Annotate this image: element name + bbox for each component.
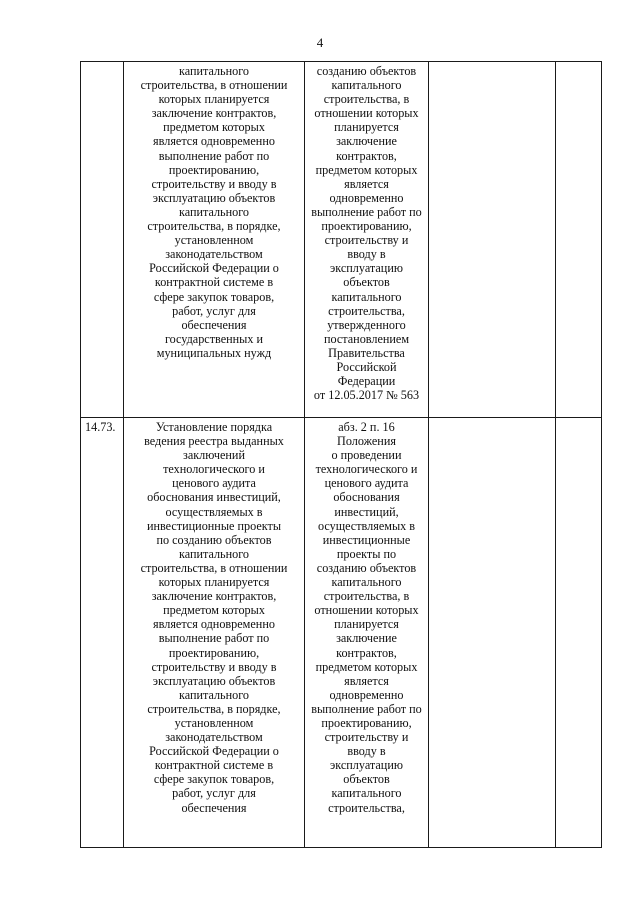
text-line: строительства,: [328, 800, 405, 815]
text-line: проекты по: [336, 546, 397, 561]
empty-cell: [556, 418, 602, 848]
text-line: планируется: [334, 617, 399, 632]
text-line: Российской: [336, 359, 397, 374]
text-line: капитального: [178, 204, 250, 219]
text-line: ценового аудита: [324, 476, 409, 491]
text-line: капитального: [331, 289, 402, 304]
text-line: которых планируется: [158, 92, 270, 107]
text-line: инвестиционные проекты: [146, 518, 282, 533]
text-line: осуществляемых в: [165, 504, 263, 519]
text-line: обоснования инвестиций,: [147, 490, 281, 505]
empty-cell: [556, 62, 602, 418]
text-line: Установление порядка: [155, 420, 273, 434]
empty-cell: [429, 418, 556, 848]
text-line: является: [344, 176, 389, 191]
text-line: установленном: [174, 715, 254, 730]
text-line: предметом которых: [163, 603, 265, 618]
text-line: технологического и: [163, 462, 265, 477]
text-line: строительству и вводу в: [151, 659, 277, 674]
text-line: законодательством: [165, 247, 263, 262]
text-line: является одновременно: [153, 134, 275, 149]
text-line: о проведении: [331, 448, 402, 463]
page-number: 4: [316, 35, 324, 50]
text-line: Федерации: [337, 374, 396, 389]
text-line: объектов: [343, 772, 390, 787]
text-line: контрактов,: [336, 645, 397, 660]
text-line: строительства, в: [323, 92, 410, 107]
text-line: муниципальных нужд: [156, 345, 272, 360]
text-line: является: [344, 673, 389, 688]
text-line: одновременно: [329, 687, 404, 702]
text-line: строительству и вводу в: [151, 176, 277, 191]
text-line: одновременно: [329, 190, 404, 205]
text-line: предметом которых: [315, 659, 418, 674]
text-line: работ, услуг для: [172, 786, 256, 801]
text-line: отношении которых: [314, 603, 419, 618]
text-line: отношении которых: [314, 106, 419, 121]
text-line: строительства,: [328, 303, 405, 318]
item-number-cell: [81, 62, 124, 418]
text-line: заключение: [336, 631, 397, 646]
table-row: [81, 62, 602, 418]
text-line: строительству и: [324, 730, 409, 745]
document-table: [80, 61, 602, 848]
description-cell: [124, 418, 305, 848]
text-line: эксплуатацию: [330, 758, 403, 773]
text-line: абз. 2 п. 16: [338, 420, 395, 434]
text-line: работ, услуг для: [172, 303, 256, 318]
text-line: проектированию,: [321, 219, 412, 234]
text-line: выполнение работ по: [311, 701, 422, 716]
text-line: постановлением: [323, 331, 410, 346]
text-line: капитального: [331, 786, 402, 801]
text-line: капитального: [178, 687, 250, 702]
text-line: проектированию,: [321, 715, 412, 730]
text-line: созданию объектов: [316, 560, 417, 575]
text-line: строительства, в порядке,: [147, 701, 281, 716]
text-line: капитального: [178, 546, 250, 561]
text-line: Положения: [337, 434, 396, 449]
description-cell: [124, 62, 305, 418]
text-line: контрактной системе в: [154, 275, 274, 290]
legal-reference-cell: [305, 62, 429, 418]
text-line: выполнение работ по: [158, 148, 270, 163]
text-line: объектов: [343, 275, 390, 290]
text-line: капитального: [331, 78, 402, 93]
text-line: Правительства: [328, 345, 405, 360]
text-line: обеспечения: [181, 317, 247, 332]
empty-cell: [429, 62, 556, 418]
text-line: эксплуатацию объектов: [152, 673, 276, 688]
text-line: осуществляемых в: [317, 518, 416, 533]
text-line: ведения реестра выданных: [144, 434, 284, 449]
text-line: вводу в: [347, 247, 386, 262]
text-line: строительству и: [324, 233, 409, 248]
text-line: выполнение работ по: [311, 204, 422, 219]
text-line: Российской Федерации о: [149, 261, 279, 276]
text-line: ценового аудита: [172, 476, 256, 491]
table-row: [81, 418, 602, 848]
text-line: по созданию объектов: [156, 532, 272, 547]
text-line: инвестиций,: [334, 504, 399, 519]
text-line: созданию объектов: [316, 64, 417, 78]
item-number-cell: 14.73.: [81, 418, 124, 848]
text-line: заключение контрактов,: [151, 589, 277, 604]
text-line: сфере закупок товаров,: [153, 772, 275, 787]
text-line: проектированию,: [168, 645, 260, 660]
text-line: заключений: [183, 448, 245, 463]
text-line: контрактной системе в: [154, 758, 274, 773]
text-line: утвержденного: [327, 317, 406, 332]
text-line: заключение контрактов,: [151, 106, 277, 121]
text-line: технологического и: [315, 462, 418, 477]
text-line: эксплуатацию: [330, 261, 403, 276]
text-line: законодательством: [165, 730, 263, 745]
text-line: контрактов,: [336, 148, 397, 163]
text-line: от 12.05.2017 № 563: [313, 388, 420, 403]
text-line: капитального: [178, 64, 250, 78]
text-line: эксплуатацию объектов: [152, 190, 276, 205]
text-line: строительства, в отношении: [140, 560, 288, 575]
legal-reference-cell: [305, 418, 429, 848]
text-line: инвестиционные: [322, 532, 411, 547]
text-line: выполнение работ по: [158, 631, 270, 646]
text-line: капитального: [331, 575, 402, 590]
text-line: обеспечения: [181, 800, 247, 815]
text-line: планируется: [334, 120, 399, 135]
text-line: предметом которых: [315, 162, 418, 177]
text-line: проектированию,: [168, 162, 260, 177]
text-line: предметом которых: [163, 120, 265, 135]
text-line: строительства, в порядке,: [147, 219, 281, 234]
text-line: строительства, в отношении: [140, 78, 288, 93]
text-line: обоснования: [333, 490, 400, 505]
text-line: Российской Федерации о: [149, 744, 279, 759]
text-line: является одновременно: [153, 617, 275, 632]
text-line: государственных и: [164, 331, 264, 346]
text-line: установленном: [174, 233, 254, 248]
text-line: которых планируется: [158, 575, 270, 590]
text-line: строительства, в: [323, 589, 410, 604]
text-line: сфере закупок товаров,: [153, 289, 275, 304]
text-line: заключение: [336, 134, 397, 149]
text-line: вводу в: [347, 744, 386, 759]
